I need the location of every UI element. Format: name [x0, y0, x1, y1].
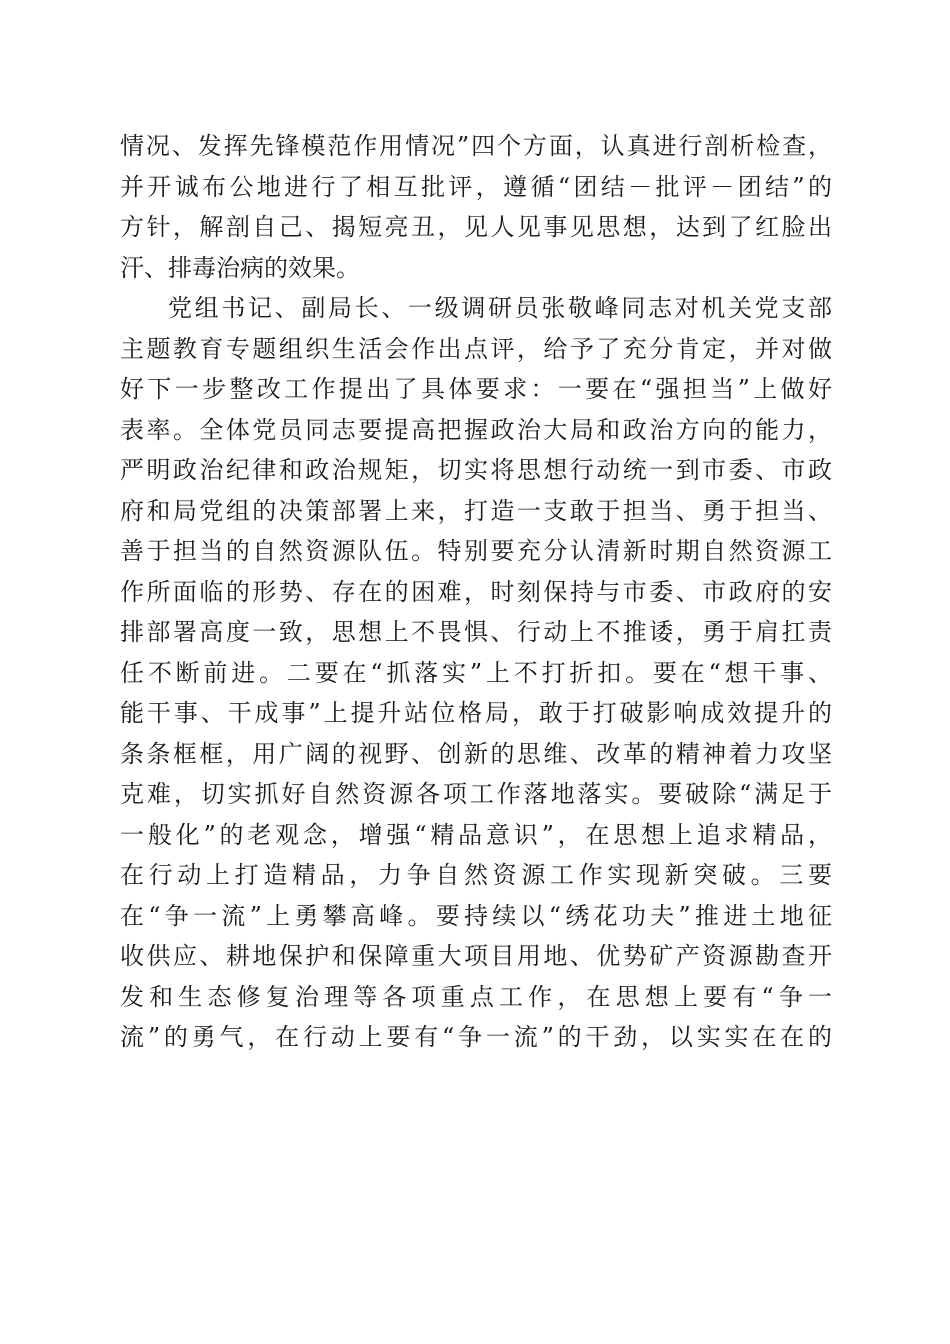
paragraph-2-line-4: 表率。全体党员同志要提高把握政治大局和政治方向的能力，	[120, 415, 832, 444]
paragraph-2-line-17: 收供应、耕地保护和保障重大项目用地、优势矿产资源勘查开	[120, 942, 832, 970]
paragraph-1-line-4: 汗、排毒治病的效果。	[120, 253, 360, 282]
paragraph-2-line-18: 发和生态修复治理等各项重点工作，在思想上要有“争一	[120, 982, 832, 1011]
paragraph-2-line-19: 流”的勇气，在行动上要有“争一流”的干劲，以实实在在的	[120, 1023, 832, 1051]
paragraph-2-line-14: 一般化”的老观念，增强“精品意识”，在思想上追求精品，	[120, 820, 832, 849]
paragraph-2-line-12: 条条框框，用广阔的视野、创新的思维、改革的精神着力攻坚	[120, 739, 832, 768]
paragraph-2-line-8: 作所面临的形势、存在的困难，时刻保持与市委、市政府的安	[120, 577, 832, 606]
paragraph-2-line-2: 主题教育专题组织生活会作出点评，给予了充分肯定，并对做	[120, 334, 832, 363]
paragraph-2-line-15: 在行动上打造精品，力争自然资源工作实现新突破。三要	[120, 861, 832, 889]
paragraph-2-line-16: 在“争一流”上勇攀高峰。要持续以“绣花功夫”推进土地征	[120, 901, 832, 930]
paragraph-1-line-2: 并开诚布公地进行了相互批评，遵循“团结－批评－团结”的	[120, 172, 832, 201]
paragraph-2-line-11: 能干事、干成事”上提升站位格局，敢于打破影响成效提升的	[120, 699, 832, 727]
paragraph-2-line-7: 善于担当的自然资源队伍。特别要充分认清新时期自然资源工	[120, 537, 832, 565]
document-body	[120, 126, 832, 1058]
paragraph-1-line-3: 方针，解剖自己、揭短亮丑，见人见事见思想，达到了红脸出	[120, 213, 832, 241]
paragraph-2-line-10: 任不断前进。二要在“抓落实”上不打折扣。要在“想干事、	[120, 658, 832, 687]
paragraph-2-line-5: 严明政治纪律和政治规矩，切实将思想行动统一到市委、市政	[120, 456, 832, 484]
paragraph-2-line-9: 排部署高度一致，思想上不畏惧、行动上不推诿，勇于肩扛责	[120, 618, 832, 646]
paragraph-2-line-3: 好下一步整改工作提出了具体要求：一要在“强担当”上做好	[120, 375, 832, 403]
paragraph-2-line-6: 府和局党组的决策部署上来，打造一支敢于担当、勇于担当、	[120, 496, 832, 525]
paragraph-1-line-1: 情况、发挥先锋模范作用情况”四个方面，认真进行剖析检查，	[120, 132, 832, 160]
paragraph-2-line-1: 党组书记、副局长、一级调研员张敬峰同志对机关党支部	[168, 294, 832, 322]
paragraph-2-line-13: 克难，切实抓好自然资源各项工作落地落实。要破除“满足于	[120, 780, 832, 808]
